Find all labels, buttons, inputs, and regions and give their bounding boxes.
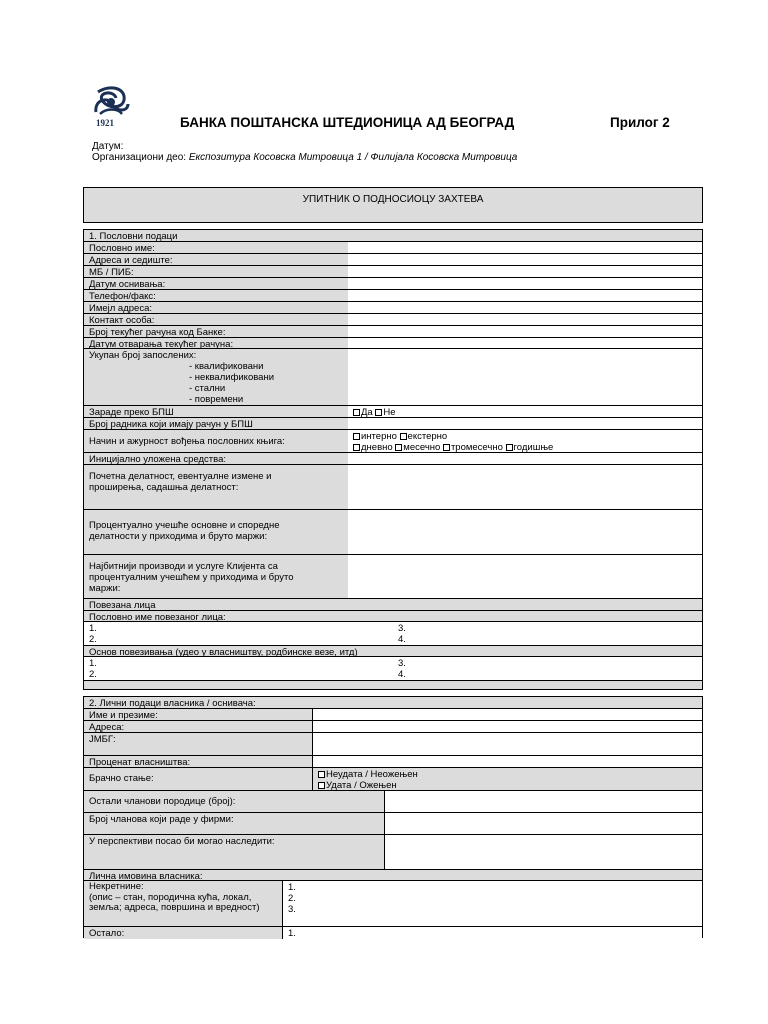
other-assets-label: Остало: <box>84 926 282 939</box>
business-name-field[interactable] <box>348 241 702 253</box>
related-name-list[interactable] <box>84 621 702 645</box>
family-workers-field[interactable] <box>384 812 702 834</box>
owner-address-label: Адреса: <box>84 720 312 732</box>
related-name-2: 2. <box>89 634 97 645</box>
successor-label: У перспективи посао би могао наследити: <box>84 834 384 869</box>
phone-fax-field[interactable] <box>348 289 702 301</box>
related-name-1: 1. <box>89 623 97 634</box>
mb-pib-label: МБ / ПИБ: <box>84 265 348 277</box>
successor-field[interactable] <box>384 834 702 869</box>
employees-block <box>84 348 348 405</box>
org-unit <box>92 152 517 163</box>
realestate-3: 3. <box>288 904 296 915</box>
marital-single-label: Неудата / Неожењен <box>326 769 418 780</box>
books-daily-checkbox[interactable] <box>353 444 360 451</box>
account-open-date-label: Датум отварања текућег рачуна: <box>84 337 348 348</box>
books-daily-label: дневно <box>361 442 393 452</box>
section-business-data <box>83 229 703 690</box>
mb-pib-field[interactable] <box>348 265 702 277</box>
salaries-yes-label: Да <box>361 407 373 417</box>
related-basis-1: 1. <box>89 658 97 669</box>
founding-date-label: Датум оснивања: <box>84 277 348 289</box>
owner-jmbg-field[interactable] <box>312 732 702 755</box>
books-internal-checkbox[interactable] <box>353 433 360 440</box>
phone-fax-label: Телефон/факс: <box>84 289 348 301</box>
org-label: Организациони део: <box>92 152 187 163</box>
related-name-4: 4. <box>398 634 406 645</box>
main-products-label-pad <box>314 554 348 598</box>
section1-footer <box>84 680 702 689</box>
ownership-field[interactable] <box>312 755 702 767</box>
books-external-checkbox[interactable] <box>400 433 407 440</box>
books-yearly-checkbox[interactable] <box>506 444 513 451</box>
related-title: Повезана лица <box>84 598 702 610</box>
founding-date-field[interactable] <box>348 277 702 289</box>
family-members-label: Остали чланови породице (број): <box>84 790 384 812</box>
assets-title: Лична имовина власника: <box>84 869 702 880</box>
activity-label: Почетна делатност, евентуалне измене и проширења, садашња делатност: <box>84 464 314 509</box>
related-name-label: Пословно име повезаног лица: <box>84 610 702 621</box>
marital-label: Брачно стање: <box>84 767 312 790</box>
owner-name-field[interactable] <box>312 708 702 720</box>
employees-qualified: - квалификовани <box>189 361 264 372</box>
employees-unqualified: - неквалификовани <box>189 372 275 383</box>
contact-person-field[interactable] <box>348 313 702 325</box>
business-name-label: Пословно име: <box>84 241 348 253</box>
books-options <box>348 429 702 452</box>
family-workers-label: Број чланова који раде у фирми: <box>84 812 384 834</box>
related-basis-2: 2. <box>89 669 97 680</box>
other-assets-list[interactable] <box>282 926 702 939</box>
address-label: Адреса и седиште: <box>84 253 348 265</box>
main-products-label: Најбитнији производи и услуге Клијента са процентуалним учешћем у приходима и бруто маржи: <box>84 554 314 598</box>
initial-capital-field[interactable] <box>348 452 702 464</box>
accounts-workers-label: Број радника који имају рачун у БПШ <box>84 417 348 429</box>
marital-married-checkbox[interactable] <box>318 782 325 789</box>
employees-field[interactable] <box>348 348 702 405</box>
questionnaire-title-box <box>83 187 703 223</box>
annex-label: Прилог 2 <box>610 115 670 130</box>
realestate-2: 2. <box>288 893 296 904</box>
related-basis-label: Основ повезивања (удео у власништву, родбинске везе, итд) <box>84 645 702 656</box>
initial-capital-label: Иницијално уложена средства: <box>84 452 348 464</box>
accounts-workers-field[interactable] <box>348 417 702 429</box>
realestate-label: Некретнине: (опис – стан, породична кућа, локал, земља; адреса, површина и вредност) <box>84 880 282 926</box>
related-basis-list[interactable] <box>84 656 702 680</box>
books-label: Начин и ажурност вођења пословних књига: <box>84 429 348 452</box>
employees-temporary: - повремени <box>189 394 244 405</box>
logo-year: 1921 <box>96 118 114 128</box>
activity-label-pad <box>314 464 348 509</box>
books-quarterly-checkbox[interactable] <box>443 444 450 451</box>
realestate-1: 1. <box>288 882 296 893</box>
owner-address-field[interactable] <box>312 720 702 732</box>
section-owner-data <box>83 696 703 938</box>
org-value: Експозитура Косовска Митровица 1 / Филијала Косовска Митровица <box>188 152 518 163</box>
realestate-list[interactable] <box>282 880 702 926</box>
books-external-label: екстерно <box>407 431 448 442</box>
salaries-no-checkbox[interactable] <box>375 409 382 416</box>
family-members-field[interactable] <box>384 790 702 812</box>
related-basis-3: 3. <box>398 658 406 669</box>
email-field[interactable] <box>348 301 702 313</box>
questionnaire-title: УПИТНИК О ПОДНОСИОЦУ ЗАХТЕВА <box>302 194 484 205</box>
books-monthly-label: месечно <box>403 442 441 452</box>
activity-field[interactable] <box>348 464 702 509</box>
address-field[interactable] <box>348 253 702 265</box>
main-products-field[interactable] <box>348 554 702 598</box>
related-basis-4: 4. <box>398 669 406 680</box>
section1-title: 1. Пословни подаци <box>84 230 702 241</box>
activity-share-label: Процентуално учешће основне и споредне делатности у приходима и бруто маржи: <box>84 509 314 554</box>
marital-married-label: Удата / Ожењен <box>326 780 397 790</box>
account-open-date-field[interactable] <box>348 337 702 348</box>
activity-share-label-pad <box>314 509 348 554</box>
salaries-no-label: Не <box>383 407 396 417</box>
salaries-options <box>348 405 702 417</box>
employees-permanent: - стални <box>189 383 226 394</box>
related-name-3: 3. <box>398 623 406 634</box>
books-monthly-checkbox[interactable] <box>395 444 402 451</box>
account-number-label: Број текућег рачуна код Банке: <box>84 325 348 337</box>
email-label: Имејл адреса: <box>84 301 348 313</box>
activity-share-field[interactable] <box>348 509 702 554</box>
date-label: Датум: <box>92 141 124 152</box>
employees-label: Укупан број запослених: <box>89 350 197 361</box>
other-assets-1: 1. <box>288 928 296 939</box>
books-yearly-label: годишње <box>513 442 554 452</box>
bank-name: БАНКА ПОШТАНСКА ШТЕДИОНИЦА АД БЕОГРАД <box>180 115 515 130</box>
books-quarterly-label: тромесечно <box>450 442 503 452</box>
salaries-label: Зараде преко БПШ <box>84 405 348 417</box>
marital-single-checkbox[interactable] <box>318 771 325 778</box>
salaries-yes-checkbox[interactable] <box>353 409 360 416</box>
owner-name-label: Име и презиме: <box>84 708 312 720</box>
account-number-field[interactable] <box>348 325 702 337</box>
contact-person-label: Контакт особа: <box>84 313 348 325</box>
ownership-label: Проценат власништва: <box>84 755 312 767</box>
section2-title: 2. Лични подаци власника / оснивача: <box>84 697 702 708</box>
marital-options <box>312 767 702 790</box>
owner-jmbg-label: ЈМБГ: <box>84 732 312 755</box>
books-internal-label: интерно <box>361 431 397 442</box>
